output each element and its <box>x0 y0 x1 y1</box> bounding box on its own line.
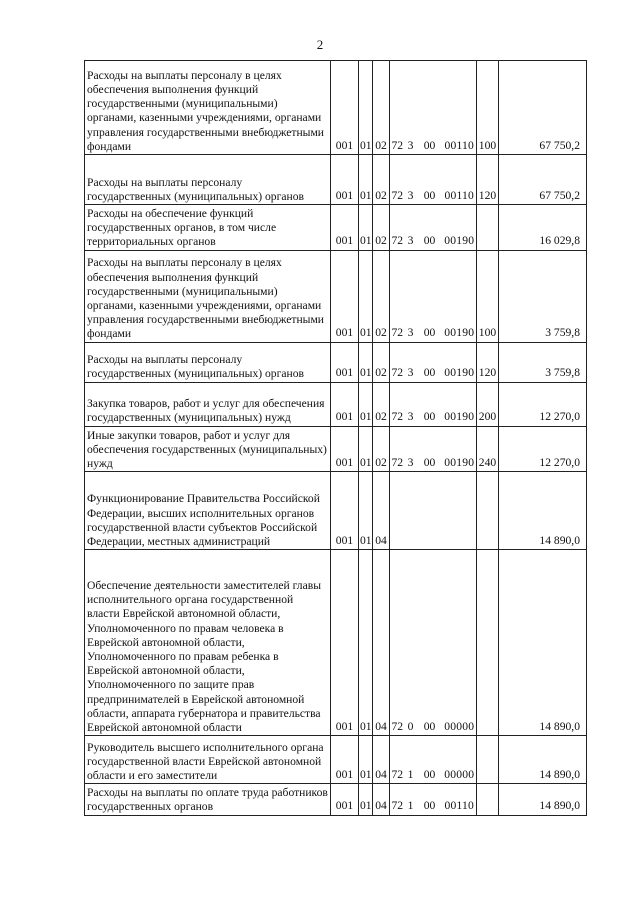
direction-code-cell: 00 <box>417 61 443 155</box>
subsection-code-cell: 02 <box>373 250 390 342</box>
direction-code-cell: 00 <box>417 550 443 736</box>
subprogram-code-cell: 3 <box>405 426 417 472</box>
expense-code-cell: 00190 <box>443 426 477 472</box>
expense-code-cell: 00110 <box>443 784 477 815</box>
subsection-code-cell: 02 <box>373 155 390 205</box>
section-code-cell: 01 <box>359 736 373 784</box>
budget-table <box>84 60 587 816</box>
section-code-cell: 01 <box>359 426 373 472</box>
subsection-code-cell: 04 <box>373 550 390 736</box>
expense-type-cell: 100 <box>477 61 499 155</box>
ved-code-cell: 001 <box>331 426 359 472</box>
direction-code-cell: 00 <box>417 342 443 382</box>
expense-code-cell: 00190 <box>443 250 477 342</box>
program-code-cell: 72 <box>390 550 405 736</box>
program-code-cell: 72 <box>390 382 405 426</box>
amount-cell: 12 270,0 <box>499 426 587 472</box>
amount-cell: 12 270,0 <box>499 382 587 426</box>
program-code-cell: 72 <box>390 61 405 155</box>
amount-cell: 3 759,8 <box>499 250 587 342</box>
subsection-code-cell: 04 <box>373 784 390 815</box>
ved-code-cell: 001 <box>331 250 359 342</box>
subprogram-code-cell: 1 <box>405 736 417 784</box>
expense-type-cell: 100 <box>477 250 499 342</box>
table-row <box>85 205 587 251</box>
expense-code-cell: 00110 <box>443 61 477 155</box>
amount-cell: 14 890,0 <box>499 736 587 784</box>
ved-code-cell: 001 <box>331 61 359 155</box>
program-code-cell: 72 <box>390 250 405 342</box>
expense-type-cell <box>477 472 499 550</box>
section-code-cell: 01 <box>359 550 373 736</box>
row-name-cell: Обеспечение деятельности заместителей главы исполнительного органа государственной власти Еврейской автономной области, Уполномоченного по правам человека в Еврейской автономной области, Уполномоченного по правам ребенка в Еврейской автономной области, Уполномоченного по защите прав предпринимателей в Еврейской автономной области, аппарата губернатора и правительства Еврейской автономной области <box>85 550 331 736</box>
direction-code-cell: 00 <box>417 426 443 472</box>
row-name-cell: Расходы на выплаты по оплате труда работников государственных органов <box>85 784 331 815</box>
table-row <box>85 155 587 205</box>
expense-type-cell <box>477 784 499 815</box>
table-row <box>85 342 587 382</box>
ved-code-cell: 001 <box>331 736 359 784</box>
expense-type-cell: 200 <box>477 382 499 426</box>
section-code-cell: 01 <box>359 205 373 251</box>
table-row <box>85 250 587 342</box>
row-name-cell: Расходы на выплаты персоналу в целях обеспечения выполнения функций государственными (муниципальными) органами, казенными учреждениями, органами управления государственными внебюджетными фондами <box>85 61 331 155</box>
expense-code-cell: 00190 <box>443 342 477 382</box>
section-code-cell: 01 <box>359 342 373 382</box>
subsection-code-cell: 02 <box>373 382 390 426</box>
section-code-cell: 01 <box>359 472 373 550</box>
ved-code-cell: 001 <box>331 550 359 736</box>
row-name-cell: Расходы на обеспечение функций государственных органов, в том числе территориальных органов <box>85 205 331 251</box>
section-code-cell: 01 <box>359 61 373 155</box>
amount-cell: 14 890,0 <box>499 784 587 815</box>
subprogram-code-cell: 3 <box>405 61 417 155</box>
subprogram-code-cell: 1 <box>405 784 417 815</box>
table-row <box>85 736 587 784</box>
direction-code-cell: 00 <box>417 382 443 426</box>
table-row <box>85 472 587 550</box>
ved-code-cell: 001 <box>331 342 359 382</box>
program-code-cell: 72 <box>390 784 405 815</box>
program-code-cell: 72 <box>390 736 405 784</box>
section-code-cell: 01 <box>359 784 373 815</box>
amount-cell: 14 890,0 <box>499 472 587 550</box>
subprogram-code-cell: 3 <box>405 342 417 382</box>
direction-code-cell: 00 <box>417 736 443 784</box>
ved-code-cell: 001 <box>331 382 359 426</box>
expense-code-cell <box>443 472 477 550</box>
direction-code-cell: 00 <box>417 784 443 815</box>
section-code-cell: 01 <box>359 382 373 426</box>
row-name-cell: Закупка товаров, работ и услуг для обеспечения государственных (муниципальных) нужд <box>85 382 331 426</box>
direction-code-cell: 00 <box>417 250 443 342</box>
amount-cell: 14 890,0 <box>499 550 587 736</box>
amount-cell: 67 750,2 <box>499 155 587 205</box>
row-name-cell: Функционирование Правительства Российской Федерации, высших исполнительных органов государственной власти субъектов Российской Федерации, местных администраций <box>85 472 331 550</box>
ved-code-cell: 001 <box>331 784 359 815</box>
row-name-cell: Расходы на выплаты персоналу в целях обеспечения выполнения функций государственными (муниципальными) органами, казенными учреждениями, органами управления государственными внебюджетными фондами <box>85 250 331 342</box>
program-code-cell <box>390 472 405 550</box>
subsection-code-cell: 02 <box>373 61 390 155</box>
expense-type-cell: 120 <box>477 342 499 382</box>
table-row <box>85 382 587 426</box>
expense-code-cell: 00000 <box>443 550 477 736</box>
subprogram-code-cell: 3 <box>405 155 417 205</box>
direction-code-cell <box>417 472 443 550</box>
expense-code-cell: 00000 <box>443 736 477 784</box>
program-code-cell: 72 <box>390 426 405 472</box>
program-code-cell: 72 <box>390 342 405 382</box>
subsection-code-cell: 02 <box>373 205 390 251</box>
amount-cell: 16 029,8 <box>499 205 587 251</box>
program-code-cell: 72 <box>390 155 405 205</box>
subprogram-code-cell: 3 <box>405 205 417 251</box>
table-row <box>85 784 587 815</box>
table-row <box>85 550 587 736</box>
program-code-cell: 72 <box>390 205 405 251</box>
subsection-code-cell: 04 <box>373 472 390 550</box>
expense-type-cell: 120 <box>477 155 499 205</box>
row-name-cell: Расходы на выплаты персоналу государственных (муниципальных) органов <box>85 342 331 382</box>
subprogram-code-cell <box>405 472 417 550</box>
row-name-cell: Иные закупки товаров, работ и услуг для обеспечения государственных (муниципальных) нужд <box>85 426 331 472</box>
row-name-cell: Расходы на выплаты персоналу государственных (муниципальных) органов <box>85 155 331 205</box>
table-row <box>85 426 587 472</box>
expense-type-cell <box>477 205 499 251</box>
direction-code-cell: 00 <box>417 205 443 251</box>
ved-code-cell: 001 <box>331 472 359 550</box>
amount-cell: 67 750,2 <box>499 61 587 155</box>
section-code-cell: 01 <box>359 155 373 205</box>
page-number: 2 <box>316 37 324 52</box>
subprogram-code-cell: 0 <box>405 550 417 736</box>
amount-cell: 3 759,8 <box>499 342 587 382</box>
ved-code-cell: 001 <box>331 155 359 205</box>
section-code-cell: 01 <box>359 250 373 342</box>
expense-code-cell: 00110 <box>443 155 477 205</box>
expense-type-cell: 240 <box>477 426 499 472</box>
subsection-code-cell: 02 <box>373 342 390 382</box>
table-row <box>85 61 587 155</box>
expense-type-cell <box>477 736 499 784</box>
ved-code-cell: 001 <box>331 205 359 251</box>
subsection-code-cell: 02 <box>373 426 390 472</box>
expense-code-cell: 00190 <box>443 205 477 251</box>
direction-code-cell: 00 <box>417 155 443 205</box>
expense-code-cell: 00190 <box>443 382 477 426</box>
expense-type-cell <box>477 550 499 736</box>
subprogram-code-cell: 3 <box>405 250 417 342</box>
subsection-code-cell: 04 <box>373 736 390 784</box>
subprogram-code-cell: 3 <box>405 382 417 426</box>
row-name-cell: Руководитель высшего исполнительного органа государственной власти Еврейской автономной области и его заместители <box>85 736 331 784</box>
